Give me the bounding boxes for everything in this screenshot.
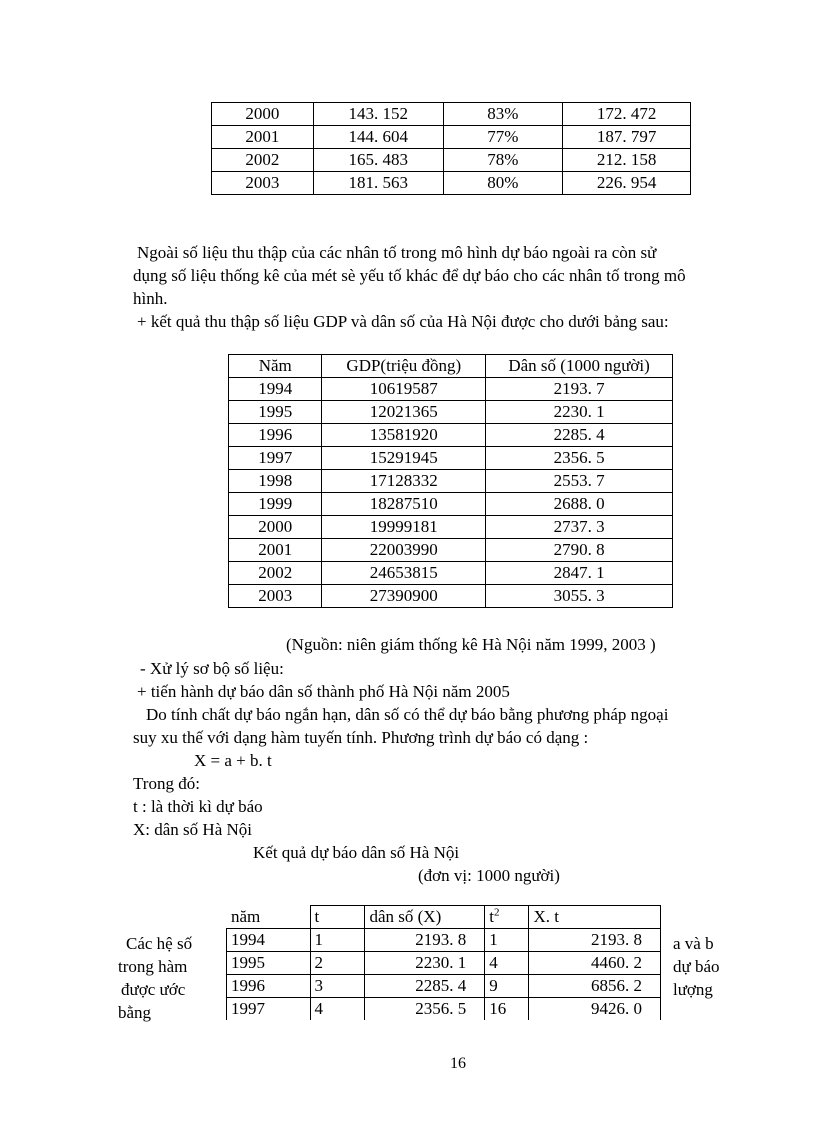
table-cell: 4 <box>310 998 365 1021</box>
table-cell: 16 <box>485 998 529 1021</box>
table-cell: 2790. 8 <box>486 539 673 562</box>
table-cell: 2002 <box>229 562 322 585</box>
table-cell: 181. 563 <box>313 172 443 195</box>
table-row <box>229 470 673 493</box>
table-cell: 77% <box>443 126 562 149</box>
table-cell: 143. 152 <box>313 103 443 126</box>
table-cell: 24653815 <box>322 562 486 585</box>
table-row <box>212 149 691 172</box>
table-header-row <box>227 906 661 929</box>
table-cell: 144. 604 <box>313 126 443 149</box>
table-cell: 172. 472 <box>563 103 691 126</box>
table-row <box>227 929 661 952</box>
paragraph-line: dụng số liệu thống kê của mét sè yếu tố khác để dự báo cho các nhân tố trong mô <box>133 266 686 285</box>
table-cell: 4 <box>485 952 529 975</box>
result-title: Kết quả dự báo dân số Hà Nội <box>253 843 460 862</box>
body-line: X: dân số Hà Nội <box>133 820 252 839</box>
table-cell: 2 <box>310 952 365 975</box>
table-row <box>229 378 673 401</box>
table-cell: 19999181 <box>322 516 486 539</box>
table-cell: 10619587 <box>322 378 486 401</box>
page-number: 16 <box>450 1055 466 1072</box>
source-note: (Nguồn: niên giám thống kê Hà Nội năm 1999, 2003 ) <box>286 635 656 654</box>
column-header: t <box>310 906 365 929</box>
column-header: $t^2$ <box>485 906 529 929</box>
table-cell: 9 <box>485 975 529 998</box>
forecast-result-table <box>226 905 661 1021</box>
paragraph-line: hình. <box>133 289 168 308</box>
table-cell: 27390900 <box>322 585 486 608</box>
body-line: t : là thời kì dự báo <box>133 797 263 816</box>
table-cell: 2553. 7 <box>486 470 673 493</box>
table-cell: 2003 <box>229 585 322 608</box>
table-cell: 78% <box>443 149 562 172</box>
column-header: dân số (X) <box>365 906 485 929</box>
right-note-line: a và b <box>673 934 714 953</box>
table-cell: 1996 <box>227 975 311 998</box>
table-row <box>212 103 691 126</box>
table-cell: 1997 <box>229 447 322 470</box>
table-cell: 1994 <box>229 378 322 401</box>
table-cell: 2737. 3 <box>486 516 673 539</box>
table-cell: 1995 <box>227 952 311 975</box>
column-header: Năm <box>229 355 322 378</box>
table-row <box>227 998 661 1021</box>
table-cell: 9426. 0 <box>529 998 661 1021</box>
paragraph-line: Ngoài số liệu thu thập của các nhân tố trong mô hình dự báo ngoài ra còn sử <box>137 243 657 262</box>
table-cell: 1995 <box>229 401 322 424</box>
table-cell: 13581920 <box>322 424 486 447</box>
table-cell: 1998 <box>229 470 322 493</box>
table-cell: 1 <box>485 929 529 952</box>
table-row <box>229 539 673 562</box>
table-cell: 3 <box>310 975 365 998</box>
table-cell: 2193. 7 <box>486 378 673 401</box>
body-line: Trong đó: <box>133 774 200 793</box>
table-cell: 80% <box>443 172 562 195</box>
table-cell: 1994 <box>227 929 311 952</box>
table-row <box>212 126 691 149</box>
table-row <box>229 516 673 539</box>
table-cell: 1997 <box>227 998 311 1021</box>
body-line: suy xu thế với dạng hàm tuyến tính. Phương trình dự báo có dạng : <box>133 728 589 747</box>
table-cell: 22003990 <box>322 539 486 562</box>
table-cell: 18287510 <box>322 493 486 516</box>
table-cell: 2356. 5 <box>486 447 673 470</box>
left-note-line: Các hệ số <box>126 934 193 953</box>
table-cell: 2001 <box>229 539 322 562</box>
left-note-line: bằng <box>118 1003 152 1022</box>
table-cell: 1999 <box>229 493 322 516</box>
table-cell: 4460. 2 <box>529 952 661 975</box>
table-cell: 17128332 <box>322 470 486 493</box>
right-note-line: dự báo <box>673 957 720 976</box>
table-cell: 2000 <box>212 103 314 126</box>
column-header: X. t <box>529 906 661 929</box>
table-cell: 2002 <box>212 149 314 172</box>
table-header-row <box>229 355 673 378</box>
paragraph-line: + kết quả thu thập số liệu GDP và dân số của Hà Nội được cho dưới bảng sau: <box>137 312 669 331</box>
table-cell: 212. 158 <box>563 149 691 172</box>
table-cell: 3055. 3 <box>486 585 673 608</box>
left-note-line: được ước <box>121 980 186 999</box>
right-note-line: lượng <box>673 980 713 999</box>
table-cell: 2688. 0 <box>486 493 673 516</box>
table-cell: 2230. 1 <box>365 952 485 975</box>
body-line: - Xử lý sơ bộ số liệu: <box>140 659 284 678</box>
result-unit: (đơn vị: 1000 người) <box>418 866 560 885</box>
table-cell: 2003 <box>212 172 314 195</box>
table-cell: 1 <box>310 929 365 952</box>
table-row <box>212 172 691 195</box>
table-row <box>229 493 673 516</box>
table-cell: 2356. 5 <box>365 998 485 1021</box>
table-row <box>229 424 673 447</box>
formula: X = a + b. t <box>194 751 272 770</box>
table-row <box>229 401 673 424</box>
table-cell: 2230. 1 <box>486 401 673 424</box>
table-cell: 12021365 <box>322 401 486 424</box>
table-cell: 2001 <box>212 126 314 149</box>
column-header: GDP(triệu đồng) <box>322 355 486 378</box>
body-line: Do tính chất dự báo ngắn hạn, dân số có thể dự báo bằng phương pháp ngoại <box>146 705 669 724</box>
superscript: 2 <box>493 906 500 919</box>
table-cell: 226. 954 <box>563 172 691 195</box>
gdp-population-table <box>228 354 673 608</box>
table-cell: 187. 797 <box>563 126 691 149</box>
table-cell: 2000 <box>229 516 322 539</box>
body-line: + tiến hành dự báo dân số thành phố Hà Nội năm 2005 <box>137 682 510 701</box>
table-row <box>229 585 673 608</box>
table-cell: 83% <box>443 103 562 126</box>
top-data-table <box>211 102 691 195</box>
table-cell: 6856. 2 <box>529 975 661 998</box>
table-row <box>227 975 661 998</box>
table-row <box>229 447 673 470</box>
table-row <box>227 952 661 975</box>
table-cell: 2193. 8 <box>365 929 485 952</box>
column-header: năm <box>227 906 311 929</box>
table-cell: 2285. 4 <box>365 975 485 998</box>
table-cell: 2193. 8 <box>529 929 661 952</box>
table-row <box>229 562 673 585</box>
table-cell: 15291945 <box>322 447 486 470</box>
table-cell: 2285. 4 <box>486 424 673 447</box>
table-cell: 2847. 1 <box>486 562 673 585</box>
column-header: Dân số (1000 người) <box>486 355 673 378</box>
table-cell: 165. 483 <box>313 149 443 172</box>
left-note-line: trong hàm <box>118 957 188 976</box>
table-cell: 1996 <box>229 424 322 447</box>
